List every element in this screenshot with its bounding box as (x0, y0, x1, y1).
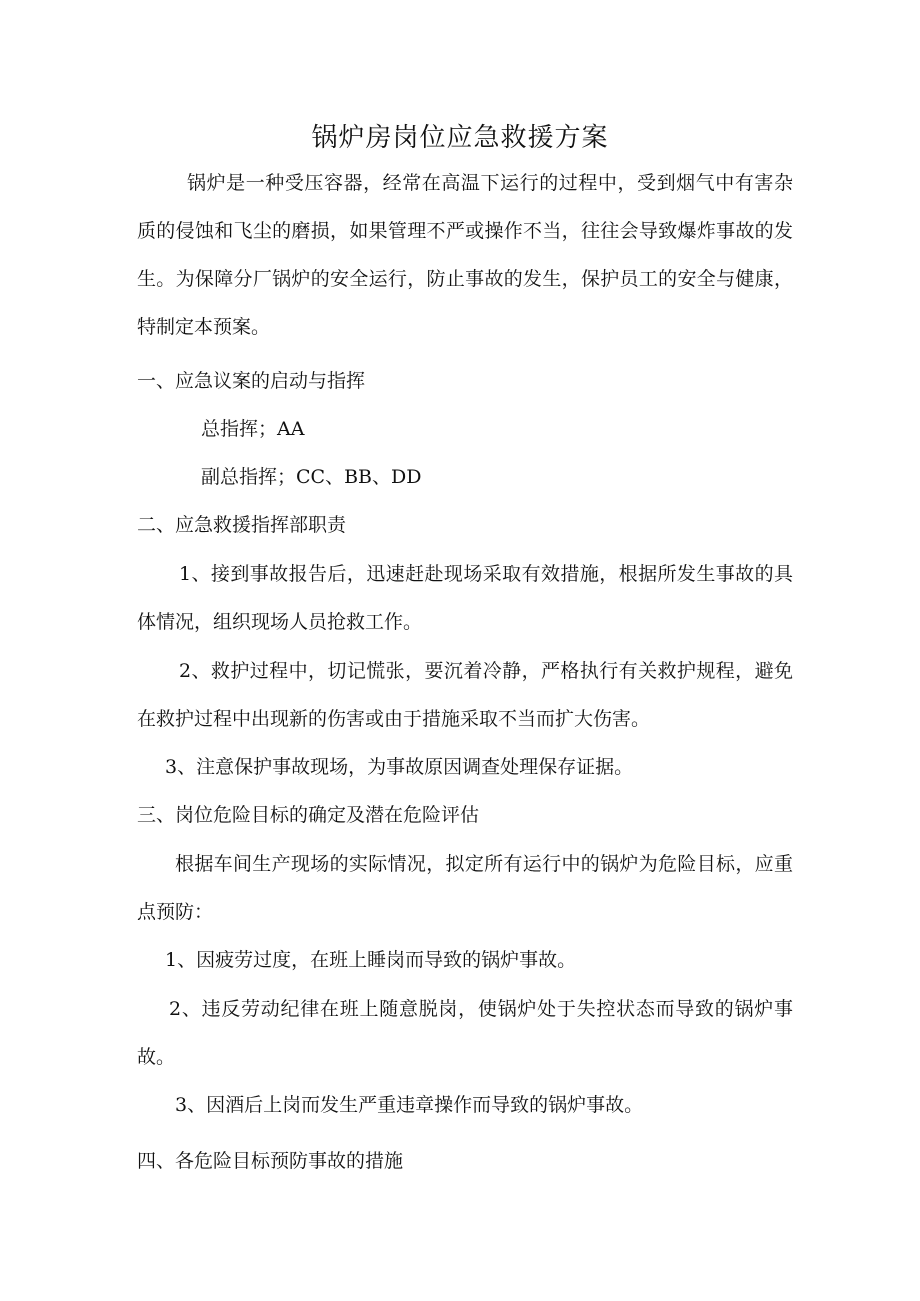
section-2-item-1: 1、接到事故报告后，迅速赶赴现场采取有效措施，根据所发生事故的具体情况，组织现场人员抢救工作。 (137, 563, 793, 633)
section-1-heading: 一、应急议案的启动与指挥 (137, 370, 366, 392)
section-2-heading: 二、应急救援指挥部职责 (137, 514, 347, 536)
section-3-item-2: 2、违反劳动纪律在班上随意脱岗，使锅炉处于失控状态而导致的锅炉事故。 (137, 998, 793, 1068)
section-2-item-2: 2、救护过程中，切记慌张，要沉着冷静，严格执行有关救护规程，避免在救护过程中出现新的伤害或由于措施采取不当而扩大伤害。 (137, 660, 793, 730)
intro-paragraph: 锅炉是一种受压容器，经常在高温下运行的过程中，受到烟气中有害杂质的侵蚀和飞尘的磨损，如果管理不严或操作不当，往往会导致爆炸事故的发生。为保障分厂锅炉的安全运行，防止事故的发生，保护员工的安全与健康，特制定本预案。 (137, 172, 793, 338)
section-3-item-1: 1、因疲劳过度，在班上睡岗而导致的锅炉事故。 (165, 949, 577, 971)
section-3-heading: 三、岗位危险目标的确定及潜在危险评估 (137, 804, 480, 826)
section-3-intro: 根据车间生产现场的实际情况，拟定所有运行中的锅炉为危险目标，应重点预防： (137, 853, 793, 923)
section-2-item-3: 3、注意保护事故现场，为事故原因调查处理保存证据。 (165, 756, 634, 778)
section-3-item-3: 3、因酒后上岗而发生严重违章操作而导致的锅炉事故。 (175, 1094, 644, 1116)
section-4-heading: 四、各危险目标预防事故的措施 (137, 1150, 404, 1172)
commander-line: 总指挥；AA (201, 418, 305, 440)
document-title: 锅炉房岗位应急救援方案 (311, 123, 609, 153)
deputy-commander-line: 副总指挥；CC、BB、DD (201, 466, 422, 488)
